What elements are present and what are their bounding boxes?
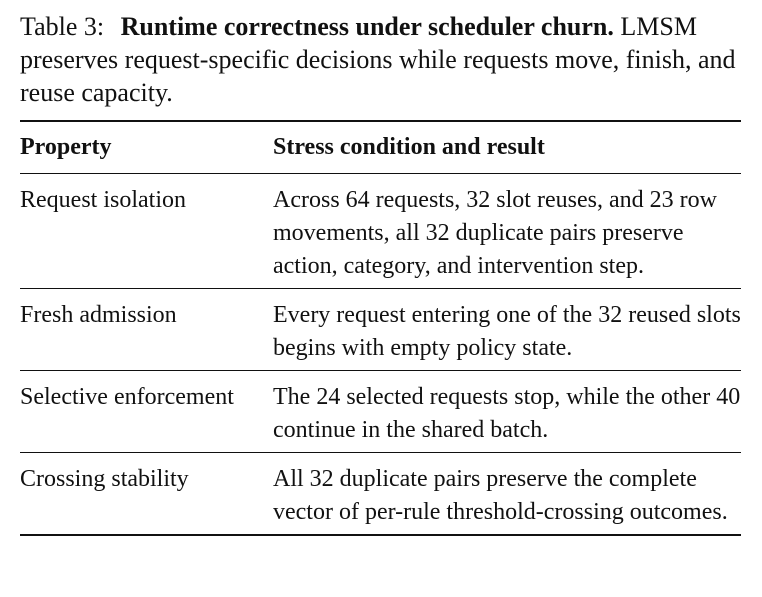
results-table-container (20, 120, 741, 536)
caption-title: Runtime correctness under scheduler churn. (120, 12, 614, 41)
row-result: Every request entering one of the 32 reused slots begins with empty policy state. (273, 302, 741, 361)
table-header-row (20, 121, 741, 174)
row-result: The 24 selected requests stop, while the other 40 continue in the shared batch. (273, 384, 741, 443)
table-row (20, 371, 741, 453)
results-table (20, 120, 741, 536)
table-row (20, 174, 741, 289)
row-property: Crossing stability (20, 466, 189, 492)
header-property: Property (20, 134, 112, 160)
table-row (20, 453, 741, 536)
caption-label: Table 3: (20, 12, 105, 41)
caption-body: LMSM preserves request-specific decisions while requests move, finish, and reuse capacity. (20, 12, 736, 107)
table-row (20, 289, 741, 371)
row-property: Selective enforcement (20, 384, 234, 410)
header-result: Stress condition and result (273, 134, 545, 160)
row-property: Fresh admission (20, 302, 177, 328)
table-caption (20, 10, 748, 109)
row-result: All 32 duplicate pairs preserve the complete vector of per-rule threshold-crossing outcomes. (273, 466, 728, 525)
row-property: Request isolation (20, 187, 186, 213)
row-result: Across 64 requests, 32 slot reuses, and 23 row movements, all 32 duplicate pairs preserve action, category, and intervention step. (273, 187, 717, 279)
